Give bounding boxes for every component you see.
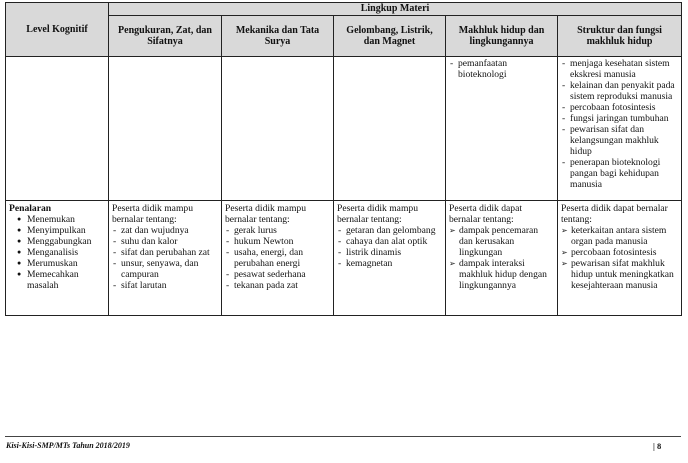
cell-r1-c5 — [558, 57, 682, 201]
cell-empty — [109, 57, 222, 201]
list-item: - pesawat sederhana — [225, 269, 330, 280]
cell-intro: Peserta didik dapat bernalar tentang: — [561, 203, 668, 225]
footer-title: Kisi-Kisi-SMP/MTs Tahun 2018/2019 — [6, 441, 130, 450]
list-item: - cahaya dan alat optik — [337, 236, 442, 247]
list-item: ➢ dampak interaksi makhluk hidup dengan lingkungannya — [449, 258, 554, 291]
list-item: - fungsi jaringan tumbuhan — [561, 113, 678, 124]
cell-r2-c2 — [222, 201, 334, 316]
cell-empty — [334, 57, 446, 201]
list-item: - hukum Newton — [225, 236, 330, 247]
header-col-1: Pengukuran, Zat, dan Sifatnya — [109, 16, 222, 57]
list-item: ➢ percobaan fotosintesis — [561, 247, 678, 258]
list-item: ● Menemukan — [17, 214, 105, 225]
table-row — [6, 201, 682, 316]
list-item: ➢ keterkaitan antara sistem organ pada manusia — [561, 225, 678, 247]
cell-r2-c5 — [558, 201, 682, 316]
cell-r1-c4 — [446, 57, 558, 201]
cell-r2-c3 — [334, 201, 446, 316]
list-item: ● Merumuskan — [17, 258, 105, 269]
cell-empty — [222, 57, 334, 201]
header-col-2: Mekanika dan Tata Surya — [222, 16, 334, 57]
list-item: - getaran dan gelombang — [337, 225, 442, 236]
header-col-5: Struktur dan fungsi makhluk hidup — [558, 16, 682, 57]
list-item: - zat dan wujudnya — [112, 225, 218, 236]
cell-r2-c4 — [446, 201, 558, 316]
table-row — [6, 57, 682, 201]
cell-intro: Peserta didik mampu bernalar tentang: — [337, 203, 418, 225]
list-item: - unsur, senyawa, dan campuran — [112, 258, 218, 280]
list-item: - listrik dinamis — [337, 247, 442, 258]
level-title: Penalaran — [9, 203, 52, 214]
list-item: ● Menyimpulkan — [17, 225, 105, 236]
header-col-3: Gelombang, Listrik, dan Magnet — [334, 16, 446, 57]
list-item: - usaha, energi, dan perubahan energi — [225, 247, 330, 269]
footer-divider — [5, 436, 681, 437]
cell-intro: Peserta didik dapat bernalar tentang: — [449, 203, 522, 225]
list-item: ● Menggabungkan — [17, 236, 105, 247]
page-number: | 8 — [653, 441, 662, 451]
list-item: ➢ dampak pencemaran dan kerusakan lingkungan — [449, 225, 554, 258]
list-item: - suhu dan kalor — [112, 236, 218, 247]
list-item: - sifat larutan — [112, 280, 218, 291]
list-item: - gerak lurus — [225, 225, 330, 236]
kisi-kisi-table — [5, 2, 682, 316]
cell-r2-c1 — [109, 201, 222, 316]
cell-empty — [6, 57, 109, 201]
list-item: - penerapan bioteknologi pangan bagi kehidupan manusia — [561, 157, 678, 190]
list-item: ➢ pewarisan sifat makhluk hidup untuk meningkatkan kesejahteraan manusia — [561, 258, 678, 291]
list-item: ● Menganalisis — [17, 247, 105, 258]
header-level-kognitif: Level Kognitif — [6, 3, 109, 57]
list-item: - pemanfaatan bioteknologi — [449, 58, 554, 80]
list-item: ● Memecahkan masalah — [17, 269, 105, 291]
cell-intro: Peserta didik mampu bernalar tentang: — [225, 203, 306, 225]
cell-level-penalaran — [6, 201, 109, 316]
header-lingkup-materi: Lingkup Materi — [109, 3, 682, 16]
list-item: - kemagnetan — [337, 258, 442, 269]
list-item: - kelainan dan penyakit pada sistem reproduksi manusia — [561, 80, 678, 102]
list-item: - percobaan fotosintesis — [561, 102, 678, 113]
list-item: - pewarisan sifat dan kelangsungan makhluk hidup — [561, 124, 678, 157]
list-item: - sifat dan perubahan zat — [112, 247, 218, 258]
list-item: - menjaga kesehatan sistem ekskresi manusia — [561, 58, 678, 80]
cell-intro: Peserta didik mampu bernalar tentang: — [112, 203, 193, 225]
header-col-4: Makhluk hidup dan lingkungannya — [446, 16, 558, 57]
list-item: - tekanan pada zat — [225, 280, 330, 291]
